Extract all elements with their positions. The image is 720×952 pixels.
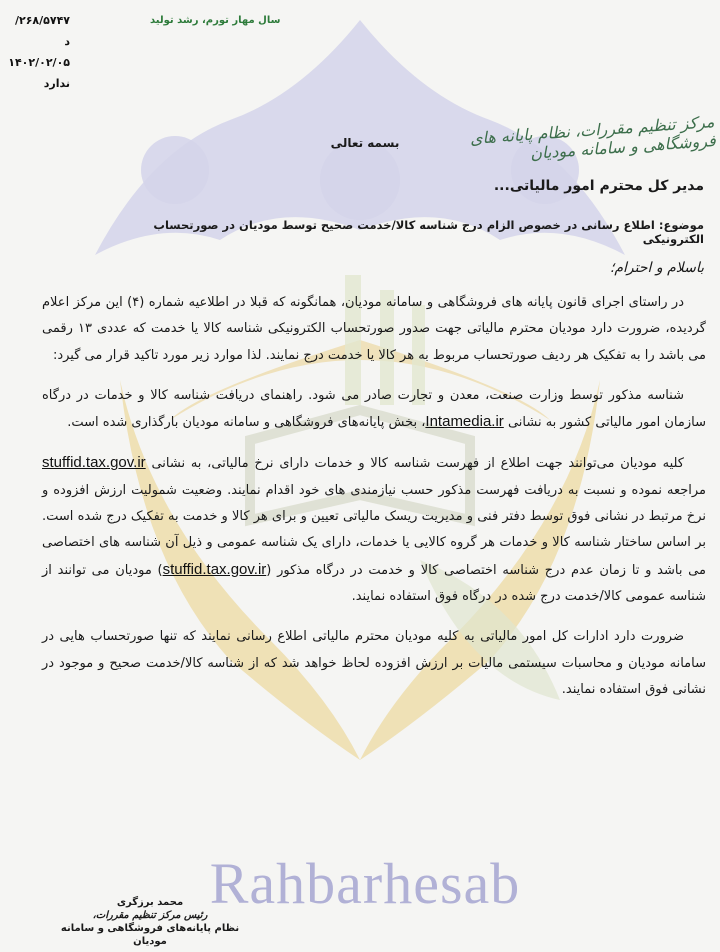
paragraph-3-text-b: مراجعه نموده و نسبت به دریافت فهرست مذکور حسب نیازمندی های خود اقدام نمایند. وضعیت شمولیت ارزش افزوده و نرخ مرتبط در نشانی فوق توسط دفتر فنی و مدیریت ریسک مالیاتی تعیین و برای هر کالا و خدمت به تفکیک درج شده است. بر اساس ساختار شناسه کالا و خدمات هر گروه کالایی یا خدمات، دارای یک شناسه عمومی و ذیل آن شناسه های اختصاصی می باشد و تا زمان عدم درج شناسه اختصاصی کالا و خدمت در درگاه مذکور ( <box>42 482 706 578</box>
signer-title-2: نظام پایانه‌های فروشگاهی و سامانه مودیان <box>60 923 240 947</box>
paragraph-1: در راستای اجرای قانون پایانه های فروشگاهی و سامانه مودیان، همانگونه که قبلا در اطلاعیه شماره (۴) این مرکز اعلام گردیده، ضرورت دارد مودیان محترم مالیاتی جهت صدور صورتحساب الکترونیکی شناسه کالا یا خدمت که عددی ۱۳ رقمی می باشد را به تفکیک هر ردیف صورتحساب مربوط به هر کالا یا خدمت درج نمایند. لذا موارد زیر مورد تاکید قرار می گیرد: <box>42 295 706 363</box>
paragraph-2-text-b: ، بخش پایانه‌های فروشگاهی و سامانه مودیان بارگذاری شده است. <box>67 415 426 431</box>
subject-line: موضوع: اطلاع رسانی در خصوص الزام درج شناسه کالا/خدمت صحیح توسط مودیان در صورتحساب الکترونیکی <box>153 218 704 246</box>
intamedia-link[interactable]: Intamedia.ir <box>425 413 504 431</box>
year-slogan: سال مهار تورم، رشد تولید <box>150 15 281 26</box>
greeting: باسلام و احترام؛ <box>609 260 704 276</box>
letter-number: ۲۶۸/۵۷۴۷/د <box>14 14 70 48</box>
letter-date: ۱۴۰۲/۰۲/۰۵ <box>8 56 70 69</box>
signature-block <box>60 896 240 948</box>
crown-ball-left <box>141 136 209 204</box>
letter-meta <box>8 10 70 94</box>
signer-title: رئیس مرکز تنظیم مقررات، <box>92 910 208 921</box>
paragraph-2-text-a: شناسه مذکور توسط وزارت صنعت، معدن و تجارت صادر می شود. راهنمای دریافت شناسه کالا و خدمات در درگاه سازمان امور مالیاتی کشور به نشانی <box>42 387 706 431</box>
signer-name: محمد برزگری <box>116 897 184 908</box>
stuffid-link-1[interactable]: stuffid.tax.gov.ir <box>42 454 146 472</box>
center-name-calligraphy: مرکز تنظیم مقررات، نظام پایانه های فروشگاهی و سامانه مودیان <box>469 112 717 163</box>
watermark-text: Rahbarhesab <box>209 851 521 916</box>
letter-attachment: ندارد <box>43 77 70 90</box>
paragraph-4: ضرورت دارد ادارات کل امور مالیاتی به کلیه مودیان محترم مالیاتی اطلاع رسانی نمایند که تنها صورتحساب هایی در سامانه مودیان و محاسبات سیستمی مالیات بر ارزش افزوده لحاظ خواهد شد که از شناسه کالا/خدمت صحیح و موجود در نشانی فوق استفاده نمایند. <box>42 629 706 697</box>
paragraph-3-text-c: ) مودیان می توانند از شناسه عمومی کالا/خدمت درج شده در درگاه فوق استفاده نمایند. <box>42 562 706 604</box>
addressee: مدیر کل محترم امور مالیاتی... <box>493 178 704 194</box>
letter-body <box>42 290 706 717</box>
paragraph-3 <box>42 450 706 610</box>
basmala: بسمه تعالی <box>330 136 400 150</box>
paragraph-2 <box>42 383 706 437</box>
paragraph-3-text-a: کلیه مودیان می‌توانند جهت اطلاع از فهرست شناسه کالا و خدمات دارای نرخ مالیاتی، به نشانی <box>151 456 684 472</box>
stuffid-link-2[interactable]: stuffid.tax.gov.ir <box>162 560 267 578</box>
